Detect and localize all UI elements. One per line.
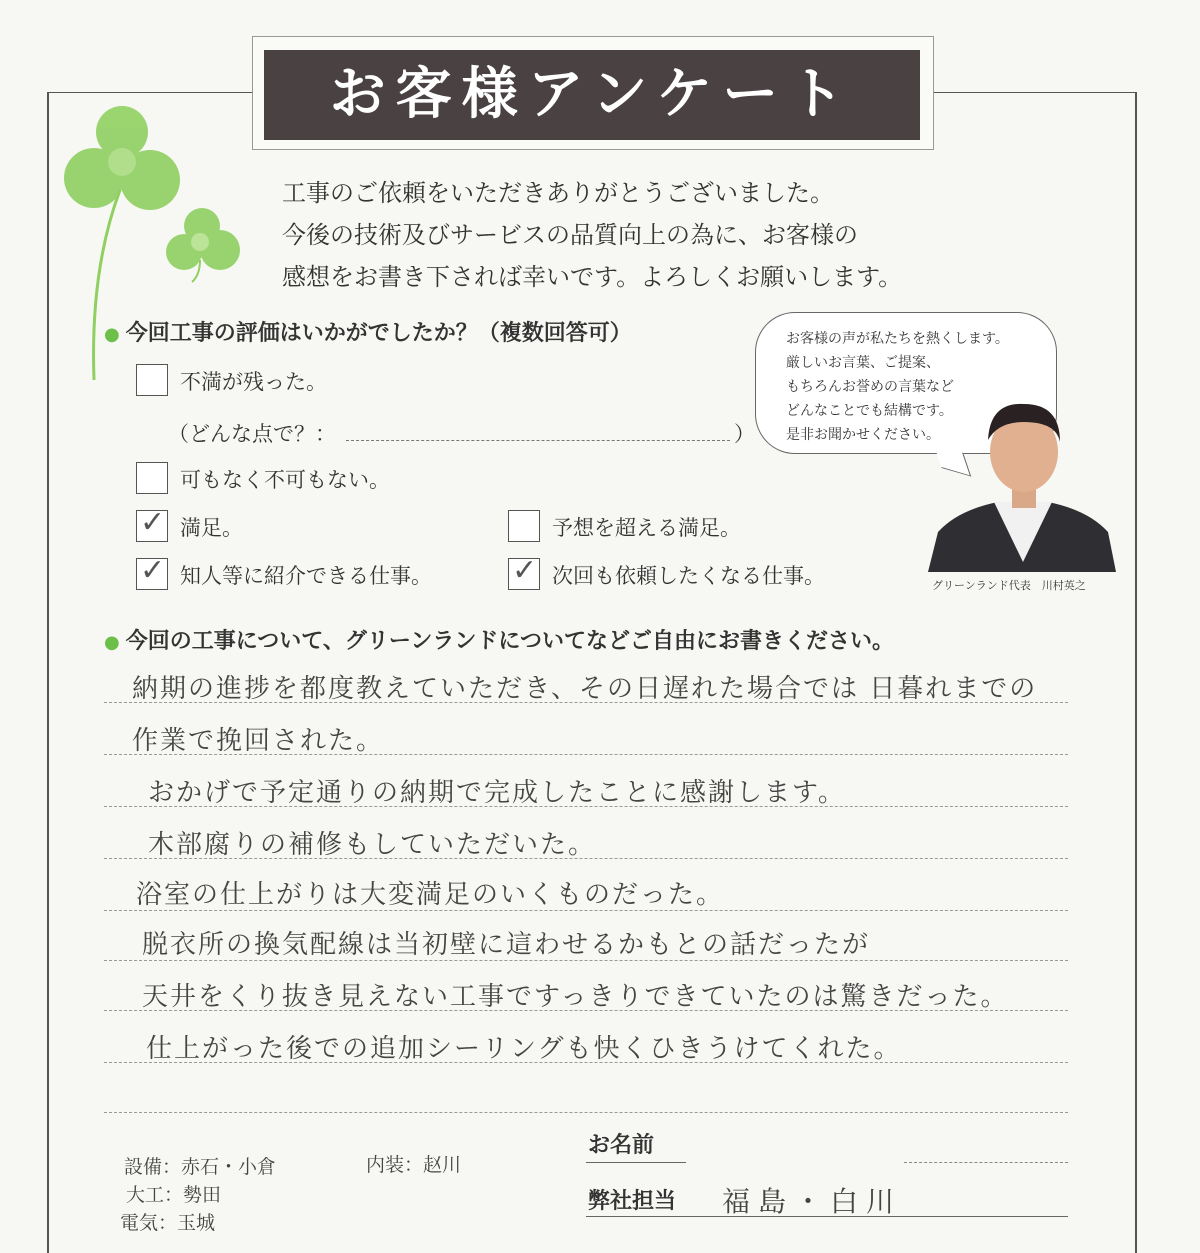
comment-line: 浴室の仕上がりは大変満足のいくものだった。 (136, 880, 725, 910)
checkbox-recommend[interactable] (136, 553, 168, 590)
option-beyond-expectation: 予想を超える満足。 (552, 516, 741, 540)
intro-line: 今後の技術及びサービスの品質向上の為に、お客様の (282, 221, 858, 249)
check-mark-icon: ✓ (512, 553, 538, 588)
staff-carpenter: 大工：勢田 (126, 1184, 222, 1206)
checkbox-dissatisfied[interactable] (136, 364, 168, 396)
check-mark-icon: ✓ (140, 505, 166, 540)
name-label-underline (586, 1162, 686, 1163)
check-mark-icon: ✓ (140, 553, 166, 588)
comment-line: 納期の進捗を都度教えていただき、その日遅れた場合では 日暮れまでの (132, 674, 1038, 704)
checkbox-request-again[interactable] (508, 553, 540, 590)
option-satisfied: 満足。 (180, 516, 243, 540)
comment-line: 木部腐りの補修もしていただいた。 (148, 830, 597, 860)
option-dissatisfied: 不満が残った。 (180, 370, 327, 394)
bullet-icon: ● (104, 632, 120, 653)
bullet-icon: ● (104, 324, 120, 345)
staff-in-charge-value: 福島・白川 (722, 1185, 903, 1218)
which-point-input[interactable] (346, 440, 730, 441)
comment-line: 天井をくり抜き見えない工事ですっきりできていたのは驚きだった。 (142, 982, 1009, 1012)
comment-line: 仕上がった後での追加シーリングも快くひきうけてくれた。 (146, 1034, 902, 1064)
bubble-line: お客様の声が私たちを熱くします。 (786, 331, 1009, 347)
which-point-open: （どんな点で？： (168, 422, 336, 446)
bubble-line: もちろんお誉めの言葉など (786, 379, 954, 395)
bubble-line: 厳しいお言葉、ご提案、 (786, 355, 940, 371)
staff-interior: 内装：赵川 (366, 1154, 462, 1176)
which-point-close: ） (734, 422, 755, 446)
staff-in-charge-label: 弊社担当 (588, 1189, 677, 1214)
staff-electric: 電気：玉城 (120, 1212, 216, 1234)
checkbox-beyond-expectation[interactable] (508, 510, 540, 542)
bubble-line: 是非お聞かせください。 (786, 427, 940, 443)
write-line (104, 1112, 1068, 1113)
comment-line: 作業で挽回された。 (132, 726, 385, 756)
name-label: お名前 (588, 1133, 655, 1158)
q1-heading (104, 316, 632, 347)
intro-line: 工事のご依頼をいただきありがとうございました。 (282, 179, 834, 207)
representative-photo (928, 392, 1118, 572)
staff-equipment: 設備：赤石・小倉 (124, 1156, 277, 1178)
name-input[interactable] (904, 1162, 1068, 1163)
option-request-again: 次回も依頼したくなる仕事。 (552, 564, 825, 588)
intro-text (282, 172, 902, 298)
representative-caption: グリーンランド代表 川村英之 (932, 579, 1086, 592)
page-title: お客様アンケート (264, 50, 920, 140)
intro-line: 感想をお書き下されば幸いです。よろしくお願いします。 (282, 263, 903, 291)
option-recommend: 知人等に紹介できる仕事。 (180, 564, 432, 588)
checkbox-satisfied[interactable] (136, 505, 168, 542)
q2-heading-text: 今回の工事について、グリーンランドについてなどご自由にお書きください。 (125, 629, 894, 654)
comment-line: 脱衣所の換気配線は当初壁に這わせるかもとの話だったが (142, 930, 871, 960)
q1-heading-text: 今回工事の評価はいかがでしたか？（複数回答可） (125, 321, 632, 346)
q2-heading (104, 624, 894, 655)
comment-line: おかげで予定通りの納期で完成したことに感謝します。 (148, 778, 846, 808)
option-neutral: 可もなく不可もない。 (180, 468, 390, 492)
checkbox-neutral[interactable] (136, 462, 168, 494)
bubble-line: どんなことでも結構です。 (786, 403, 953, 419)
